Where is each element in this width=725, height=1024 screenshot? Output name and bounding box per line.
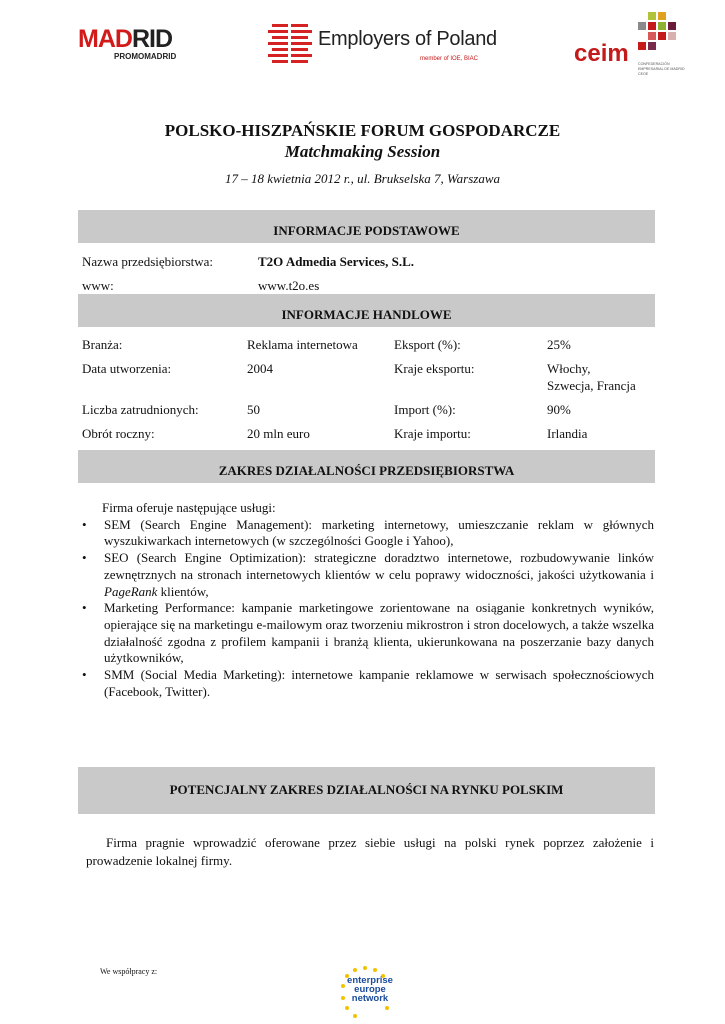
- company-name-value: T2O Admedia Services, S.L.: [258, 254, 415, 269]
- madrid-logo-sub: PROMOMADRID: [114, 52, 177, 61]
- website-label: www:: [82, 278, 114, 293]
- service-sem: SEM (Search Engine Management): marketing internetowy, umieszczanie reklam w głównych wyszukiwarkach internetowych (w szczególności Google i Yahoo),: [104, 516, 654, 549]
- industry-value: Reklama internetowa: [247, 337, 358, 352]
- service-seo: SEO (Search Engine Optimization): strategiczne doradztwo internetowe, rozbudowywanie linków zewnętrznych na stronach internetowych klientów w celu poprawy widoczności, jakości użytkowania i PageRank klientów,: [104, 550, 654, 599]
- services-list: [82, 500, 654, 700]
- eop-logo-title: Employers of Poland: [318, 28, 497, 50]
- potential-heading: POTENCJALNY ZAKRES DZIAŁALNOŚCI NA RYNKU POLSKIM: [169, 782, 564, 797]
- potential-paragraph: Firma pragnie wprowadzić oferowane przez siebie usługi na polski rynek poprzez założenie i prowadzenie lokalnej firmy.: [86, 835, 654, 868]
- basic-info-heading-bar: [78, 210, 655, 243]
- services-intro: Firma oferuje następujące usługi:: [102, 500, 276, 515]
- list-item: [82, 667, 654, 700]
- website-value: www.t2o.es: [258, 278, 320, 293]
- export-percent-value: 25%: [547, 337, 571, 352]
- bullet-icon: •: [82, 600, 87, 616]
- export-countries-value-2: Szwecja, Francja: [547, 378, 636, 393]
- potential-heading-bar: [78, 767, 655, 814]
- trade-info-heading: INFORMACJE HANDLOWE: [281, 307, 452, 322]
- bullet-icon: •: [82, 550, 87, 566]
- cooperation-label: We współpracy z:: [100, 967, 158, 976]
- export-countries-label: Kraje eksportu:: [394, 361, 475, 376]
- een-logo-text: enterprise europe network: [347, 975, 393, 1004]
- turnover-label: Obrót roczny:: [82, 426, 155, 441]
- service-smm: SMM (Social Media Marketing): internetowe kampanie reklamowe w serwisach społecznościowych (Facebook, Twitter).: [104, 667, 654, 699]
- import-percent-value: 90%: [547, 402, 571, 417]
- service-performance: Marketing Performance: kampanie marketingowe zorientowane na osiąganie konkretnych wyników, opierające się na marketingu e-mailowym oraz tworzeniu mikrostron i stron docelowych, a także wszelka działalność zgodna z profilem kampanii i branżą klienta, ukierunkowana na poszerzanie bazy danych użytkowników,: [104, 600, 654, 666]
- ceim-logo-title: ceim: [574, 40, 629, 67]
- company-name-label: Nazwa przedsiębiorstwa:: [82, 254, 214, 269]
- list-item: [82, 550, 654, 600]
- founded-label: Data utworzenia:: [82, 361, 172, 376]
- event-date-location: 17 – 18 kwietnia 2012 r., ul. Brukselska 7, Warszawa: [224, 171, 501, 186]
- turnover-value: 20 mln euro: [247, 426, 310, 441]
- basic-info-heading: INFORMACJE PODSTAWOWE: [273, 223, 460, 238]
- export-countries-value-1: Włochy,: [547, 361, 591, 376]
- trade-info-heading-bar: [78, 294, 655, 327]
- scope-heading: ZAKRES DZIAŁALNOŚCI PRZEDSIĘBIORSTWA: [218, 463, 515, 478]
- pagerank-term: PageRank: [104, 583, 158, 599]
- bullet-icon: •: [82, 667, 87, 683]
- enterprise-europe-network-logo: [335, 964, 395, 1024]
- employers-of-poland-logo: [268, 22, 497, 68]
- import-percent-label: Import (%):: [394, 402, 456, 417]
- eop-logo-sub: member of IOE, BIAC: [420, 56, 479, 62]
- scope-heading-bar: [78, 450, 655, 483]
- import-countries-value: Irlandia: [547, 426, 588, 441]
- list-item: [82, 517, 654, 550]
- export-percent-label: Eksport (%):: [394, 337, 461, 352]
- employees-value: 50: [247, 402, 260, 417]
- import-countries-label: Kraje importu:: [394, 426, 471, 441]
- promomadrid-logo: [78, 26, 198, 66]
- employees-label: Liczba zatrudnionych:: [82, 402, 199, 417]
- industry-label: Branża:: [82, 337, 123, 352]
- founded-value: 2004: [247, 361, 273, 376]
- bullet-icon: •: [82, 516, 87, 532]
- ceim-logo-sub: CONFEDERACIÓN EMPRESARIAL DE MADRID CEOE: [638, 62, 685, 76]
- session-title: Matchmaking Session: [284, 142, 441, 161]
- list-item: [82, 600, 654, 667]
- forum-title: POLSKO-HISZPAŃSKIE FORUM GOSPODARCZE: [164, 121, 561, 140]
- ceim-squares-icon: [632, 10, 692, 60]
- madrid-logo-word: MADRID: [78, 25, 172, 53]
- ceim-logo: [572, 10, 692, 96]
- eop-emblem-icon: [268, 22, 312, 68]
